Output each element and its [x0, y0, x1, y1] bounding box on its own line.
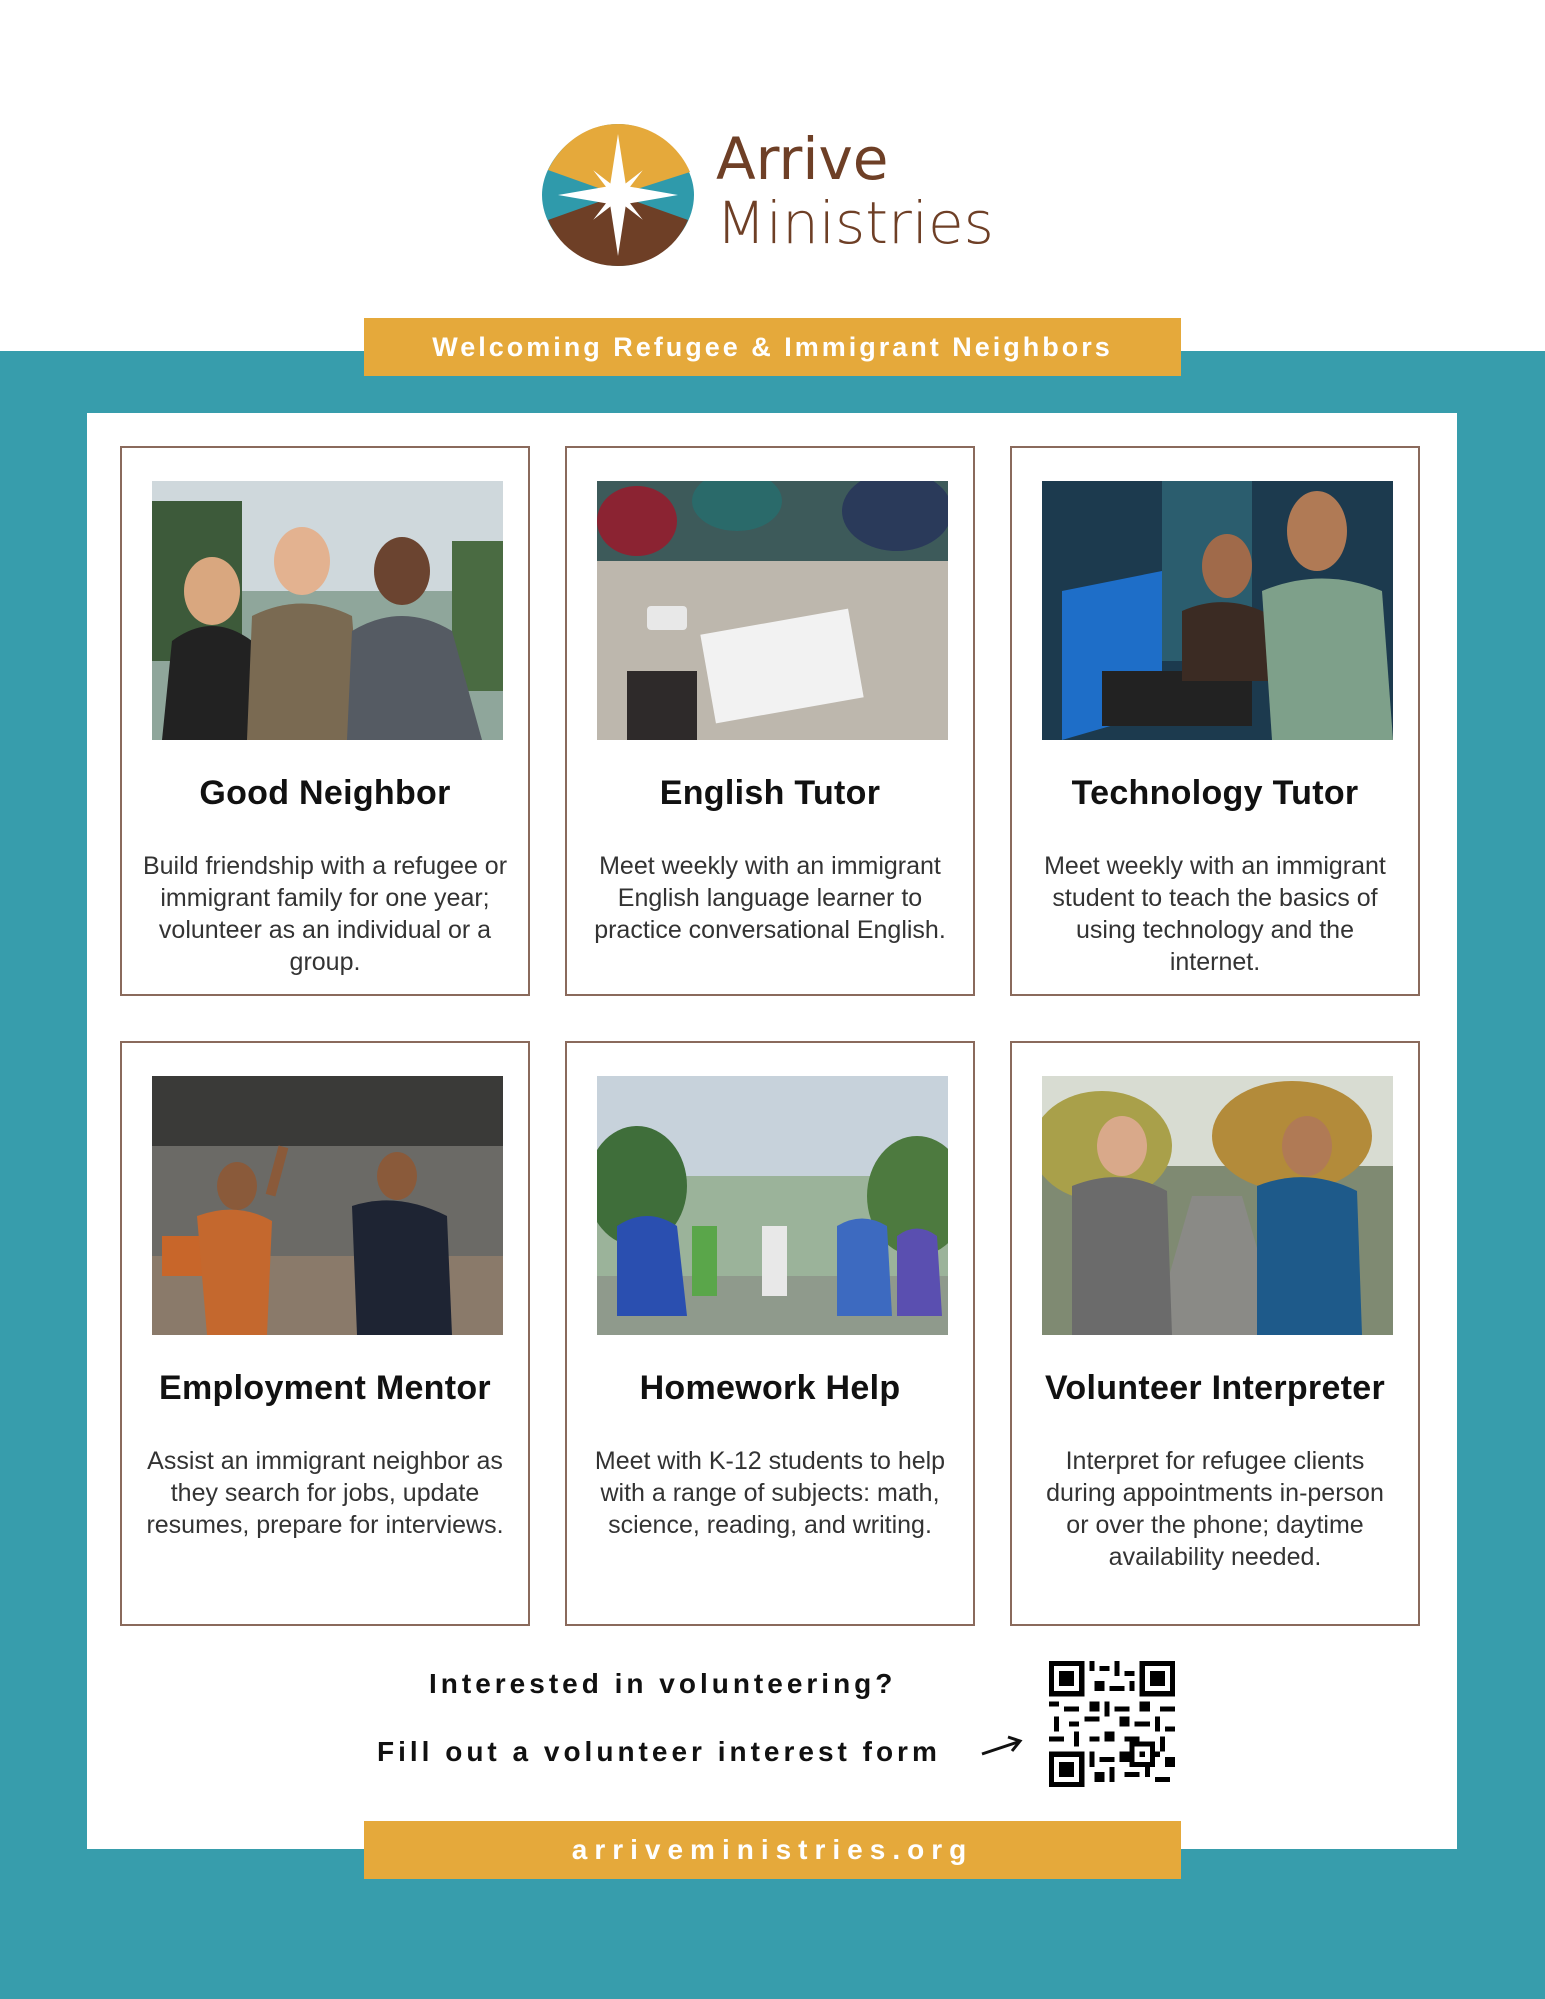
card-description: Meet with K-12 students to help with a range of subjects: math, science, reading, and writing. — [594, 1447, 946, 1539]
arrive-ministries-logo — [538, 120, 1018, 280]
card-good-neighbor — [120, 446, 530, 996]
photo-technology-tutor — [1042, 481, 1393, 740]
card-description: Interpret for refugee clients during appointments in-person or over the phone; daytime availability needed. — [1046, 1447, 1384, 1571]
website-url[interactable]: arriveministries.org — [364, 1821, 1181, 1879]
cta-question: Interested in volunteering? — [429, 1668, 897, 1699]
card-volunteer-interpreter — [1010, 1041, 1420, 1626]
cta-instruction: Fill out a volunteer interest form — [377, 1736, 941, 1767]
logo-word-arrive: Arrive — [716, 125, 889, 193]
tagline-banner: Welcoming Refugee & Immigrant Neighbors — [364, 318, 1181, 376]
card-description: Assist an immigrant neighbor as they search for jobs, update resumes, prepare for interviews. — [146, 1447, 504, 1539]
card-description: Meet weekly with an immigrant English language learner to practice conversational English. — [594, 852, 946, 944]
card-description: Build friendship with a refugee or immigrant family for one year; volunteer as an individual or a group. — [142, 852, 508, 976]
photo-volunteer-interpreter — [1042, 1076, 1393, 1335]
photo-good-neighbor — [152, 481, 503, 740]
logo-wordmark — [716, 125, 994, 257]
card-homework-help — [565, 1041, 975, 1626]
logo-star-icon — [538, 120, 698, 270]
photo-employment-mentor — [152, 1076, 503, 1335]
photo-english-tutor — [597, 481, 948, 740]
card-description: Meet weekly with an immigrant student to teach the basics of using technology and the internet. — [1044, 852, 1386, 976]
card-title: Employment Mentor — [159, 1369, 491, 1407]
card-employment-mentor — [120, 1041, 530, 1626]
arrow-right-icon — [978, 1732, 1028, 1762]
photo-homework-help — [597, 1076, 948, 1335]
card-title: Good Neighbor — [199, 774, 451, 812]
logo-word-ministries: Ministries — [716, 189, 994, 257]
card-title: Technology Tutor — [1071, 774, 1359, 812]
card-title: English Tutor — [659, 774, 881, 812]
card-title: Volunteer Interpreter — [1044, 1369, 1386, 1407]
qr-code[interactable] — [1049, 1661, 1175, 1787]
card-technology-tutor — [1010, 446, 1420, 996]
card-english-tutor — [565, 446, 975, 996]
card-title: Homework Help — [639, 1369, 901, 1407]
